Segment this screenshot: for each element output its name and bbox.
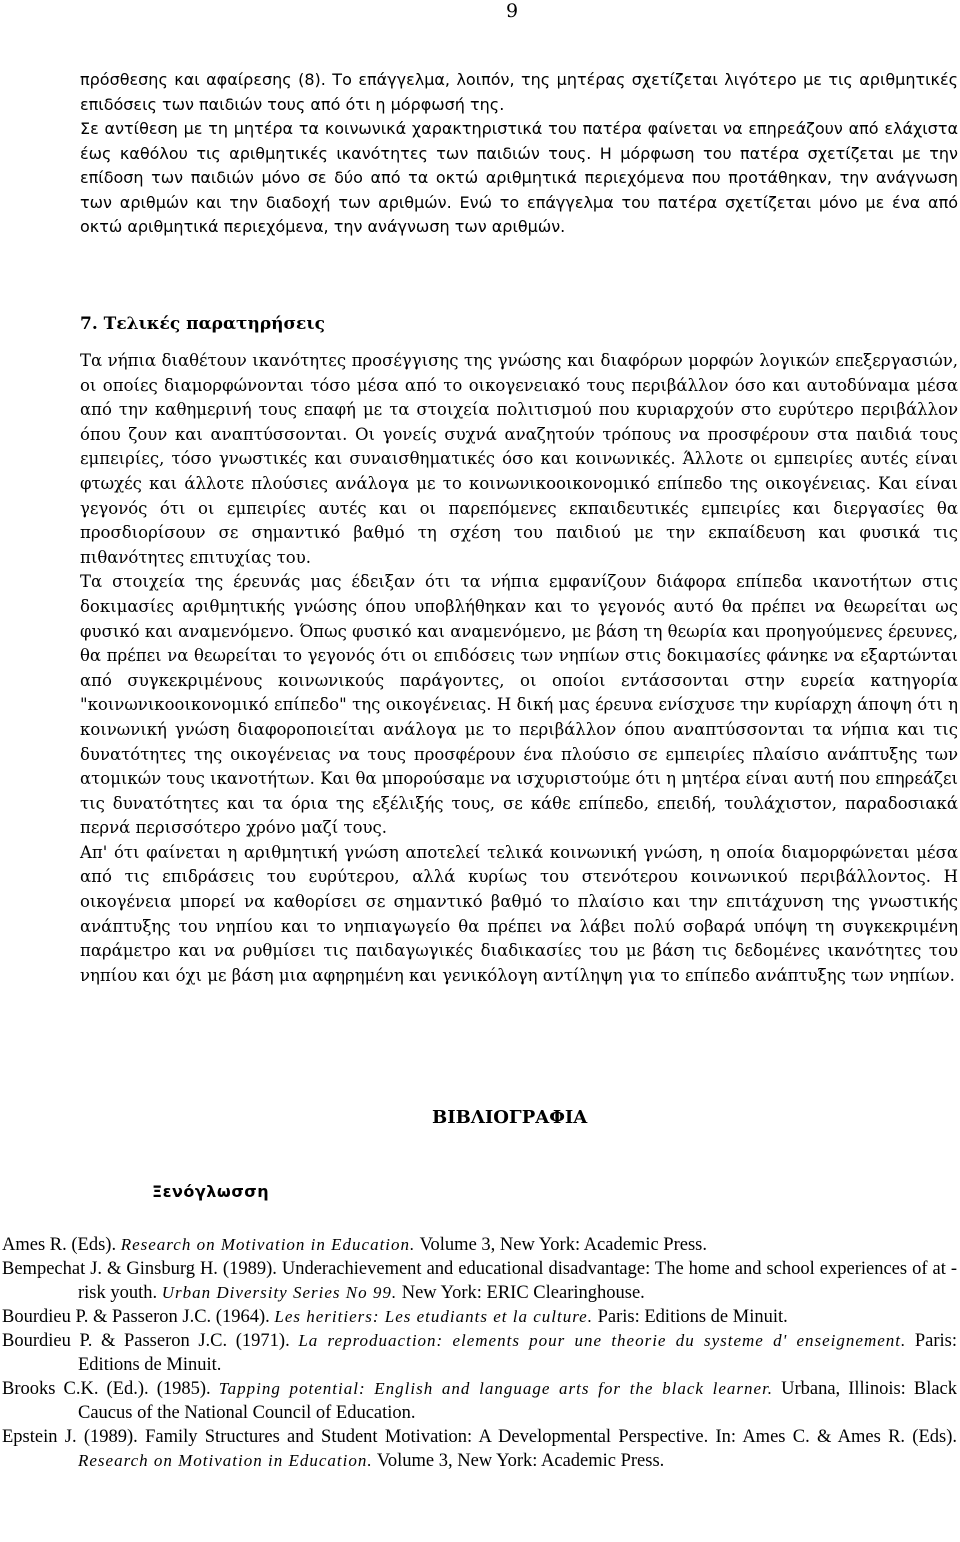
section-paragraph-3: Απ' ότι φαίνεται η αριθμητική γνώση αποτελεί τελικά κοινωνική γνώση, η οποία διαμορφώνεται μέσα από τις επιδράσεις του ευρύτερου, αλλά κυρίως του στενότερου κοινωνικού περιβάλλοντος. Η οικογένεια μπορεί να καθορίσει σε σημαντικό βαθμό το πλαίσιο και την επιτάχυνση της γνωστικής ανάπτυξης του νηπίου και το νηπιαγωγείο θα πρέπει να λάβει πολύ σοβαρά υπόψη τη συγκεκριμένη παράμετρο και να ρυθμίσει τις παιδαγωγικές διαδικασίες του με βάση τις δεδομένες ικανότητες του νηπίου και όχι με βάση μια αφηρημένη και γενικόλογη αντίληψη για το επίπεδο ανάπτυξης των νηπίων. [80,842,958,985]
reference-publisher: Volume 3, New York: Academic Press. [372,1451,665,1471]
reference-list [2,1233,957,1473]
section-paragraph-2: Τα στοιχεία της έρευνάς μας έδειξαν ότι τα νήπια εμφανίζουν διάφορα επίπεδα ικανοτήτων στις δοκιμασίες αριθμητικής γνώσης όπου υποβλήθηκαν και το γεγονός αυτό θα πρέπει να θεωρείται ως φυσικό και αναμενόμενο. Όπως φυσικό και αναμενόμενο, με βάση τη θεωρία και προηγούμενες έρευνες, θα πρέπει να θεωρείται το γεγονός ότι οι επιδόσεις των νηπίων στις δοκιμασίες φάνηκε να εξαρτώνται από συγκεκριμένους κοινωνικούς παράγοντες, οι οποίοι εντάσσονται στην ευρεία κατηγορία "κοινωνικοοικονομικό επίπεδο" της οικογένειας. Η δική μας έρευνα ενίσχυσε την κυρίαρχη άποψη ότι η κοινωνική γνώση διαφοροποιείται ανάλογα με το περιβάλλον όπου αναπτύσσονται τα νήπια και τις δυνατότητες της οικογένειας να τους προσφέρουν ένα πλούσιο σε εμπειρίες πλαίσιο ανάπτυξης των ατομικών τους ικανοτήτων. Και θα μπορούσαμε να ισχυριστούμε ότι η μητέρα είναι αυτή που επηρεάζει τις δυνατότητες και τα όρια της εξέλιξής τους, σε κάθε επίπεδο, επειδή, τουλάχιστον, παραδοσιακά περνά περισσότερο χρόνο μαζί τους. [80,572,958,838]
reference-title: Urban Diversity Series No 99. [161,1283,398,1302]
reference-title: Research on Motivation in Education. [78,1451,373,1470]
final-remarks-block [80,349,958,988]
reference-title: Les heritiers: Les etudiants et la culture. [274,1307,593,1326]
intro-paragraph-2: Σε αντίθεση με τη μητέρα τα κοινωνικά χαρακτηριστικά του πατέρα φαίνεται να επηρεάζουν από ελάχιστα έως καθόλου τις αριθμητικές ικανότητες των παιδιών τους. Η μόρφωση του πατέρα σχετίζεται με την επίδοση των παιδιών μόνο σε δύο από τα οκτώ αριθμητικά περιεχόμενα που προτάθηκαν, την ανάγνωση των αριθμών και την διαδοχή των αριθμών. Ενώ το επάγγελμα του πατέρα σχετίζεται μόνο με ένα από οκτώ αριθμητικά περιεχόμενα, την ανάγνωση των αριθμών. [80,119,958,236]
reference-publisher: New York: ERIC Clearinghouse. [397,1283,645,1303]
intro-paragraph-1: πρόσθεσης και αφαίρεσης (8). Το επάγγελμα, λοιπόν, της μητέρας σχετίζεται λιγότερο με τις αριθμητικές επιδόσεις των παιδιών τους από ότι η μόρφωσή της. [80,70,958,114]
reference-publisher: Paris: Editions de Minuit. [78,1331,958,1375]
reference-publisher: Paris: Editions de Minuit. [592,1307,788,1327]
reference-item [2,1305,957,1329]
reference-authors: Epstein J. (1989). Family Structures and Student Motivation: A Developmental Perspective. In: Ames C. & Ames R. (Eds). [2,1427,957,1447]
bibliography-heading: ΒΙΒΛΙΟΓΡΑΦΙΑ [432,1107,588,1128]
foreign-references-subheading: Ξενόγλωσση [152,1182,270,1201]
reference-authors: Bempechat J. & Ginsburg H. (1989). Underachievement and educational disadvantage: The home and school experiences of at - risk youth. [2,1259,957,1303]
reference-title: Tapping potential: English and language arts for the black learner. [218,1379,774,1398]
reference-item [2,1377,957,1425]
reference-title: Research on Motivation in Education. [120,1235,416,1254]
reference-authors: Bourdieu P. & Passeron J.C. (1971). [2,1331,299,1351]
reference-item [2,1425,957,1473]
section-heading: 7. Τελικές παρατηρήσεις [80,314,325,334]
reference-item [2,1257,957,1305]
reference-item [2,1329,957,1377]
reference-authors: Ames R. (Eds). [2,1235,121,1255]
reference-item [2,1233,957,1257]
section-paragraph-1: Τα νήπια διαθέτουν ικανότητες προσέγγισης της γνώσης και διαφόρων μορφών λογικών επεξεργασιών, οι οποίες διαμορφώνονται τόσο μέσα από το οικογενειακό τους περιβάλλον όσο και αυτοδύναμα μέσα από την καθημερινή τους επαφή με τα στοιχεία πολιτισμού που κυριαρχούν στο ευρύτερο περιβάλλον όπου ζουν και αναπτύσσονται. Οι γονείς συχνά αναζητούν τρόπους να προσφέρουν στα παιδιά τους εμπειρίες, τόσο γνωστικές και συναισθηματικές όσο και κοινωνικές. Άλλοτε οι εμπειρίες αυτές είναι φτωχές και άλλοτε πλούσιες ανάλογα με το κοινωνικοοικονομικό επίπεδο της οικογένειας. Και είναι γεγονός ότι οι εμπειρίες αυτές και οι παρεπόμενες εκπαιδευτικές εμπειρίες και διεργασίες θα προσδιορίσουν σε σημαντικό βαθμό τη σχέση του παιδιού με την εκπαίδευση και φυσικά τις πιθανότητες επιτυχίας του. [80,351,958,567]
reference-publisher: Volume 3, New York: Academic Press. [415,1235,707,1255]
intro-block [80,68,958,240]
reference-publisher: Urbana, Illinois: Black Caucus of the National Council of Education. [78,1379,958,1423]
page-number: 9 [506,0,519,22]
reference-authors: Brooks C.K. (Ed.). (1985). [2,1379,219,1399]
reference-title: La reproduaction: elements pour une theorie du systeme d' enseignement. [298,1331,907,1350]
reference-authors: Bourdieu P. & Passeron J.C. (1964). [2,1307,275,1327]
